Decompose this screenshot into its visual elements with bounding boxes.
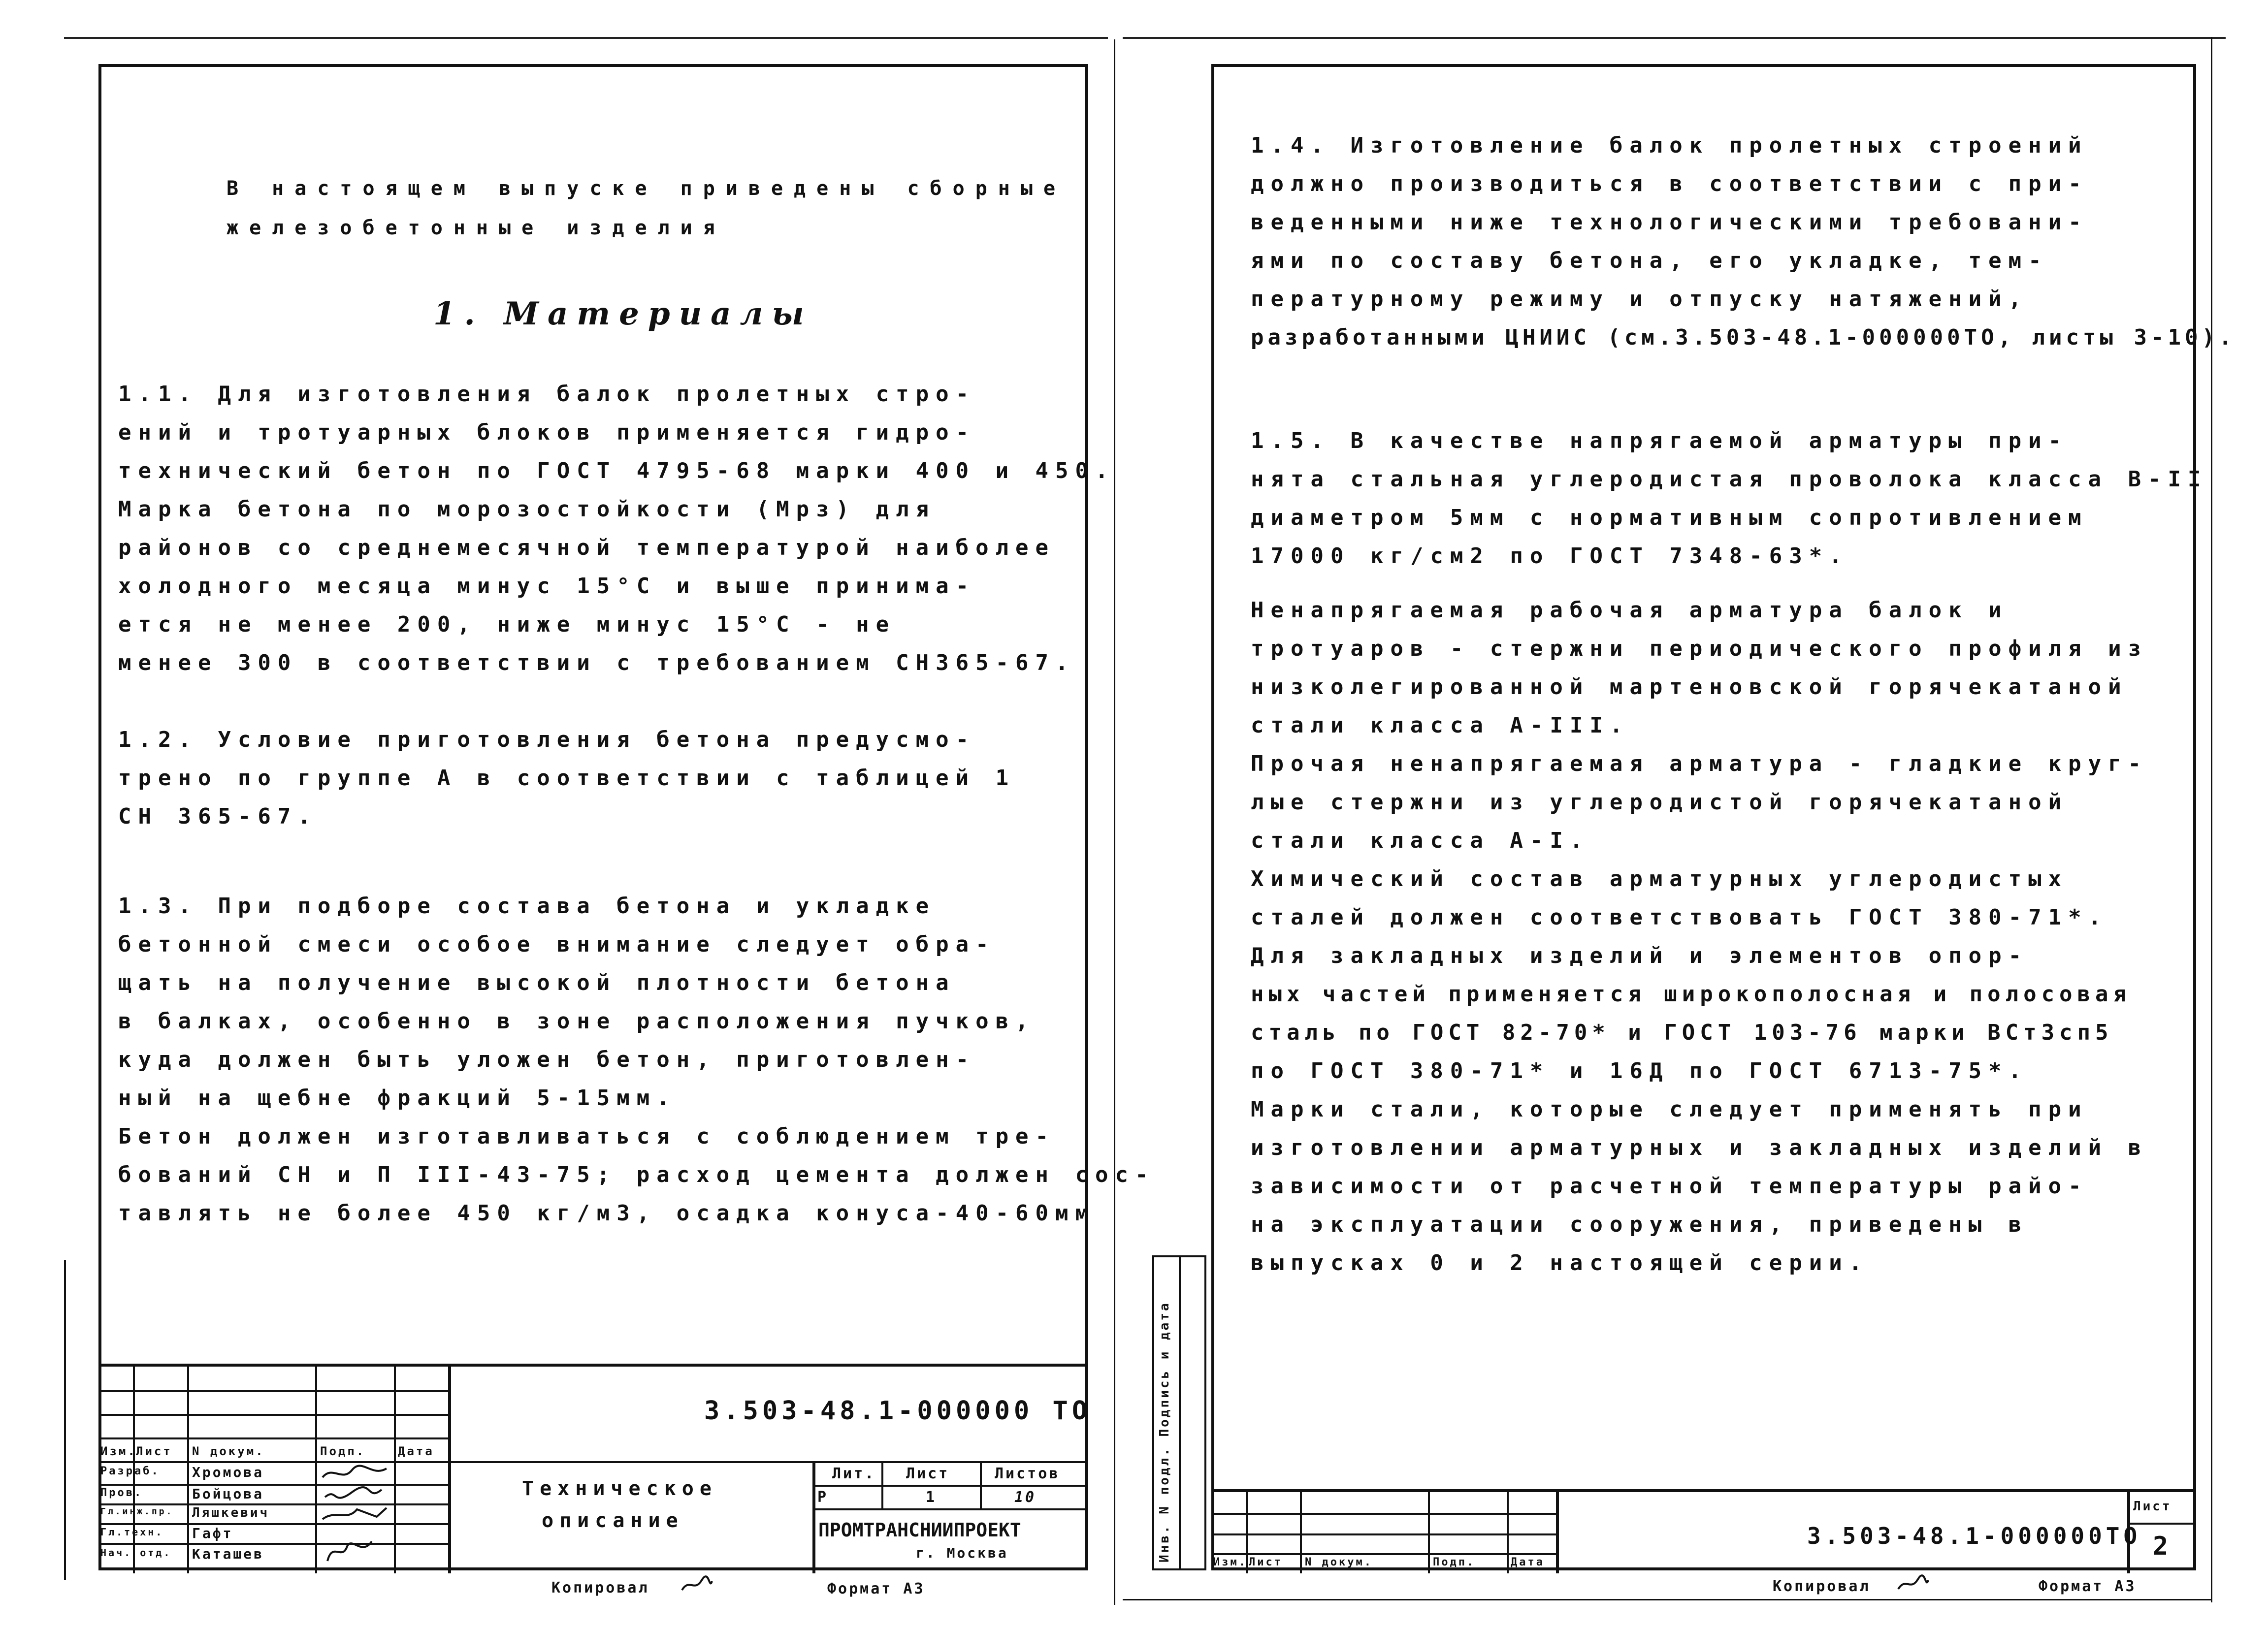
right-line: стали класса А-III. xyxy=(1251,713,1630,738)
left-title-line-2: описание xyxy=(542,1509,684,1532)
left-line: куда должен быть уложен бетон, приготовлен- xyxy=(118,1047,976,1072)
right-line: ных частей применяется широкополосная и полосовая xyxy=(1251,982,2132,1007)
left-title-block xyxy=(98,1364,1092,1573)
left-line: ный на щебне фракций 5-15мм. xyxy=(118,1085,677,1111)
left-line: ений и тротуарных блоков применяется гидро- xyxy=(118,420,976,445)
right-line: 1.4. Изготовление балок пролетных строений xyxy=(1251,133,2088,158)
left-line: холодного месяца минус 15°С и выше принима- xyxy=(118,574,976,599)
r-hdr-data: Дата xyxy=(1511,1556,1545,1568)
left-line: менее 300 в соответствии с требованием СН365-67. xyxy=(118,650,1075,675)
grid-line xyxy=(1507,1492,1509,1573)
grid-line xyxy=(881,1461,883,1508)
hdr-list: Лист xyxy=(136,1444,172,1458)
right-title-block xyxy=(1211,1489,2196,1573)
right-sheet-value: 2 xyxy=(2153,1532,2172,1561)
r-hdr-izm: Изм. xyxy=(1213,1556,1247,1568)
sheet-divider xyxy=(1114,39,1115,1605)
right-line: Для закладных изделий и элементов опор- xyxy=(1251,943,2029,968)
right-line: диаметром 5мм с нормативным сопротивлением xyxy=(1251,505,2088,530)
right-line: по ГОСТ 380-71* и 16Д по ГОСТ 6713-75*. xyxy=(1251,1058,2029,1084)
grid-line xyxy=(812,1461,815,1573)
right-sheet-label: Лист xyxy=(2133,1499,2172,1514)
left-line: в балках, особенно в зоне расположения пучков, xyxy=(118,1009,1036,1034)
right-footer-copied: Копировал xyxy=(1773,1578,1871,1595)
left-sheet-top-rule xyxy=(64,37,1108,39)
sheets-label: Листов xyxy=(995,1465,1060,1482)
role-glinzh: Гл.инж.пр. xyxy=(100,1506,174,1517)
grid-line xyxy=(1300,1492,1302,1573)
left-margin-line xyxy=(64,1260,66,1580)
grid-line xyxy=(1211,1513,1556,1515)
left-line: 1.2. Условие приготовления бетона предусмо- xyxy=(118,727,976,752)
right-doc-code: 3.503-48.1-000000ТО xyxy=(1807,1523,2141,1549)
signatures xyxy=(318,1463,391,1571)
role-prov: Пров. xyxy=(100,1487,143,1499)
name-nachotd: Каташев xyxy=(192,1546,264,1562)
grid-line xyxy=(1428,1492,1430,1573)
right-line: 17000 кг/см2 по ГОСТ 7348-63*. xyxy=(1251,543,1849,569)
left-line: технический бетон по ГОСТ 4795-68 марки 400 и 450. xyxy=(118,458,1115,483)
grid-line xyxy=(187,1367,189,1573)
left-line: бетонной смеси особое внимание следует обра- xyxy=(118,932,996,957)
role-nachotd: Нач. отд. xyxy=(100,1547,172,1559)
right-outer-edge xyxy=(2211,37,2212,1602)
right-side-stamp xyxy=(1152,1255,1206,1570)
hdr-podp: Подп. xyxy=(320,1444,366,1458)
left-footer-copied: Копировал xyxy=(551,1579,649,1596)
left-line: районов со среднемесячной температурой наиболее xyxy=(118,535,1056,560)
right-line: зависимости от расчетной температуры райо- xyxy=(1251,1174,2088,1199)
right-line: Химический состав арматурных углеродистых xyxy=(1251,866,2069,892)
left-section-heading: 1. Материалы xyxy=(433,295,813,332)
right-line: веденными ниже технологическими требовани- xyxy=(1251,210,2088,235)
right-footer-format: Формат А3 xyxy=(2039,1578,2137,1595)
name-gltehn: Гафт xyxy=(192,1525,233,1541)
lit-value: Р xyxy=(817,1489,829,1506)
right-line: стали класса А-I. xyxy=(1251,828,1590,853)
hdr-izm: Изм. xyxy=(100,1444,137,1458)
right-line: Прочая ненапрягаемая арматура - гладкие круг- xyxy=(1251,751,2148,776)
name-prov: Бойцова xyxy=(192,1486,264,1502)
left-line: 1.1. Для изготовления балок пролетных стро- xyxy=(118,382,976,407)
left-intro-line-2: железобетонные изделия xyxy=(227,217,726,239)
grid-line xyxy=(1179,1257,1181,1568)
grid-line xyxy=(1556,1492,1559,1573)
left-line: бований СН и П III-43-75; расход цемента должен сос- xyxy=(118,1162,1155,1187)
right-line: низколегированной мартеновской горячекатаной xyxy=(1251,674,2128,700)
left-copied-signature xyxy=(680,1575,714,1595)
r-hdr-podp: Подп. xyxy=(1433,1556,1476,1568)
grid-line xyxy=(1211,1553,1556,1555)
right-line: пературному режиму и отпуску натяжений, xyxy=(1251,287,2029,312)
right-line: лые стержни из углеродистой горячекатаной xyxy=(1251,790,2069,815)
name-razrab: Хромова xyxy=(192,1464,264,1480)
sheets-value: 10 xyxy=(1014,1489,1037,1506)
left-line: тавлять не более 450 кг/м3, осадка конуса-40-60мм xyxy=(118,1201,1096,1226)
left-line: трено по группе А в соответствии с таблицей 1 xyxy=(118,766,1016,791)
left-line: щать на получение высокой плотности бетона xyxy=(118,970,956,995)
right-line: тротуаров - стержни периодического профиля из xyxy=(1251,636,2148,661)
right-line: сталей должен соответствовать ГОСТ 380-71*. xyxy=(1251,905,2108,930)
left-doc-code: 3.503-48.1-000000 ТО xyxy=(704,1396,1092,1426)
right-line: изготовлении арматурных и закладных изделий в xyxy=(1251,1135,2148,1160)
role-razrab: Разраб. xyxy=(100,1465,160,1477)
org-city: г. Москва xyxy=(916,1545,1008,1561)
left-intro-line-1: В настоящем выпуске приведены сборные xyxy=(227,177,1067,200)
grid-line xyxy=(812,1508,1088,1510)
left-line: СН 365-67. xyxy=(118,804,318,829)
org-name: ПРОМТРАНСНИИПРОЕКТ xyxy=(818,1519,1021,1541)
right-sheet-top-rule xyxy=(1123,37,2226,39)
r-hdr-ndoc: N докум. xyxy=(1305,1556,1373,1568)
grid-line xyxy=(98,1461,1088,1463)
r-hdr-list: Лист xyxy=(1249,1556,1283,1568)
right-line: разработанными ЦНИИС (см.3.503-48.1-000000ТО, листы 3-10). xyxy=(1251,325,2236,350)
grid-line xyxy=(394,1367,396,1573)
right-line: 1.5. В качестве напрягаемой арматуры при- xyxy=(1251,428,2069,453)
grid-line xyxy=(812,1485,1088,1487)
sheet-label: Лист xyxy=(906,1465,950,1482)
right-line: сталь по ГОСТ 82-70* и ГОСТ 103-76 марки ВСт3сп5 xyxy=(1251,1020,2113,1045)
right-line: должно производиться в соответствии с при- xyxy=(1251,171,2088,196)
side-stamp-label: Инв. N подл. Подпись и дата xyxy=(1157,1301,1172,1563)
right-line: нята стальная углеродистая проволока класса В-II xyxy=(1251,467,2208,492)
grid-line xyxy=(980,1461,982,1508)
right-line: Ненапрягаемая рабочая арматура балок и xyxy=(1251,598,2009,623)
hdr-data: Дата xyxy=(398,1444,434,1458)
name-glinzh: Ляшкевич xyxy=(192,1505,270,1520)
right-line: ями по составу бетона, его укладке, тем- xyxy=(1251,248,2048,273)
left-line: Бетон должен изготавливаться с соблюдением тре- xyxy=(118,1124,1056,1149)
left-title-line-1: Техническое xyxy=(522,1477,717,1500)
lit-label: Лит. xyxy=(832,1465,876,1482)
grid-line xyxy=(448,1367,451,1573)
left-line: ется не менее 200, ниже минус 15°С - не xyxy=(118,612,896,637)
grid-line xyxy=(315,1367,317,1573)
left-footer-format: Формат А3 xyxy=(827,1580,925,1597)
left-line: Марка бетона по морозостойкости (Мрз) для xyxy=(118,497,936,522)
hdr-ndoc: N докум. xyxy=(192,1444,265,1458)
role-gltehn: Гл.техн. xyxy=(100,1526,164,1538)
left-line: 1.3. При подборе состава бетона и укладке xyxy=(118,894,936,919)
right-bottom-rule xyxy=(1123,1599,2211,1600)
right-line: Марки стали, которые следует применять при xyxy=(1251,1097,2088,1122)
right-line: выпусках 0 и 2 настоящей серии. xyxy=(1251,1250,1869,1276)
sheet-value: 1 xyxy=(926,1489,937,1506)
grid-line xyxy=(1211,1533,1556,1535)
right-line: на эксплуатации сооружения, приведены в xyxy=(1251,1212,2029,1237)
right-copied-signature xyxy=(1896,1574,1930,1594)
